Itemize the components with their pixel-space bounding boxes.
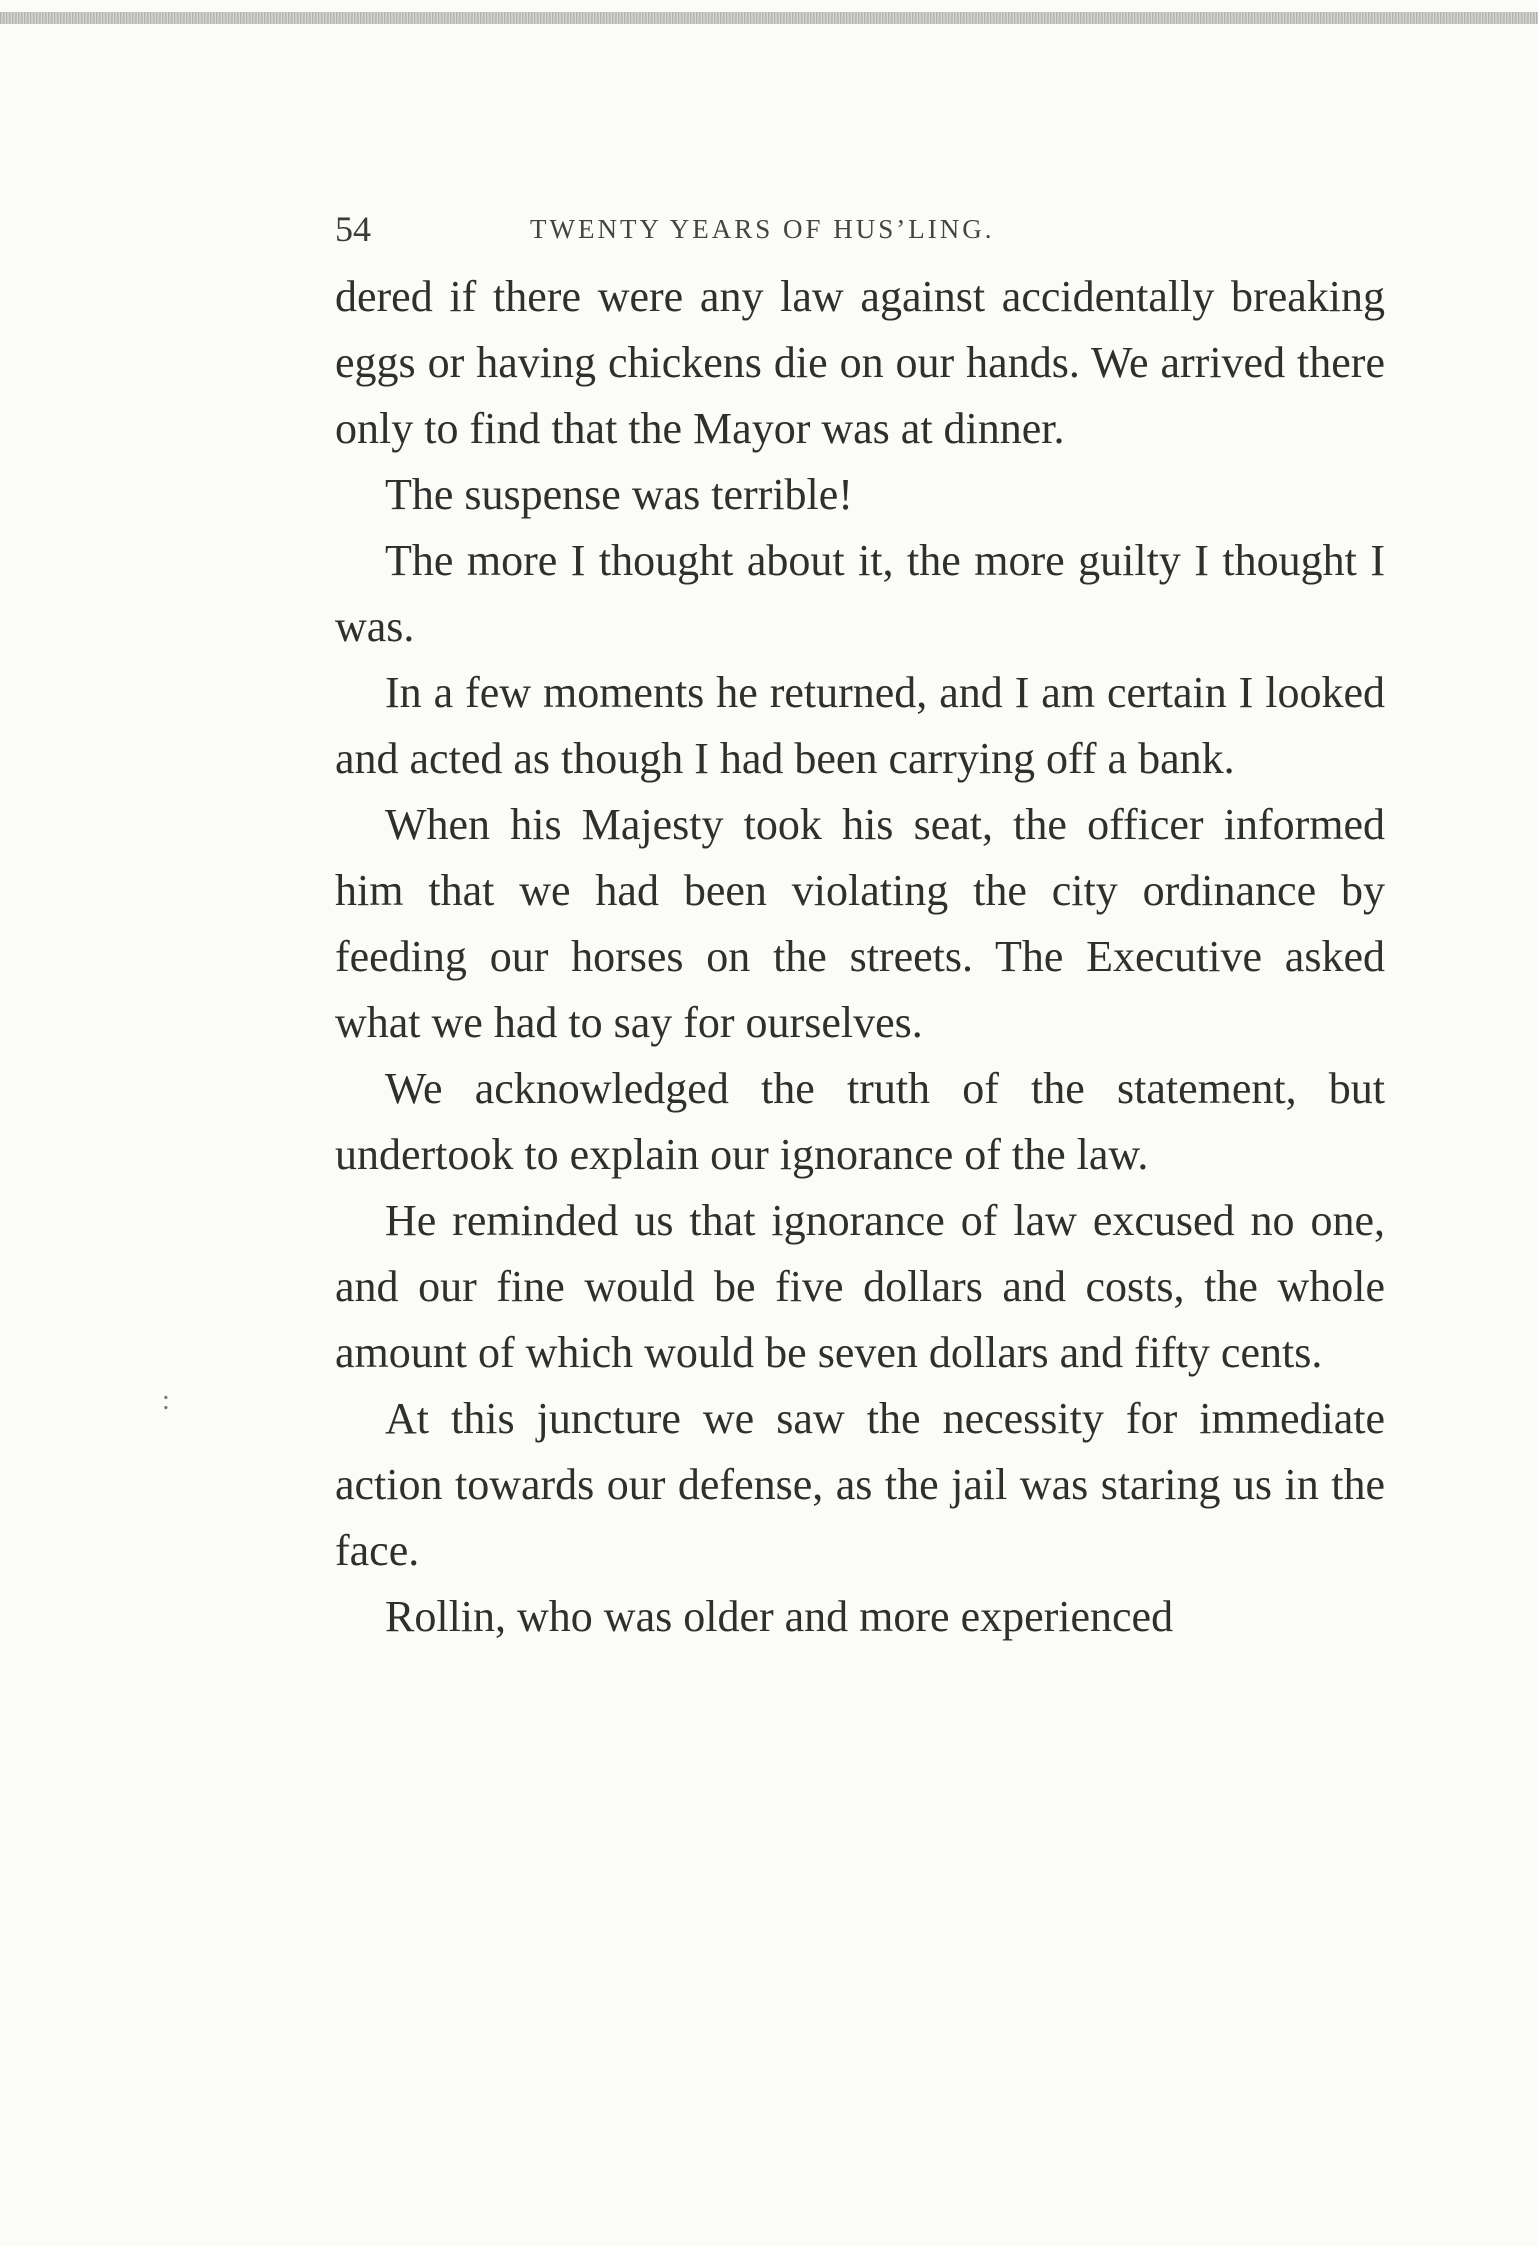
paragraph: He reminded us that ignorance of law excused no one, and our fine would be five dollars and costs, the whole amount of which would be seven dollars and fifty cents.	[335, 1196, 1385, 1377]
paragraph: We acknowledged the truth of the statement, but undertook to explain our ignorance of the law.	[335, 1064, 1385, 1179]
scan-top-border	[0, 12, 1538, 24]
body-text	[335, 264, 1385, 1650]
margin-speck: :	[162, 1385, 170, 1416]
paragraph: In a few moments he returned, and I am certain I looked and acted as though I had been carrying off a bank.	[335, 668, 1385, 783]
paragraph: The more I thought about it, the more guilty I thought I was.	[335, 536, 1385, 651]
paragraph: At this juncture we saw the necessity for immediate action towards our defense, as the jail was staring us in the face.	[335, 1394, 1385, 1575]
paragraph: Rollin, who was older and more experienced	[385, 1592, 1174, 1641]
page-number: 54	[335, 209, 371, 249]
paragraph: The suspense was terrible!	[385, 470, 853, 519]
running-title: TWENTY YEARS OF HUS’LING.	[530, 214, 995, 244]
paragraph: When his Majesty took his seat, the officer informed him that we had been violating the city ordinance by feeding our horses on the streets. The Executive asked what we had to say for ourselves.	[335, 800, 1385, 1047]
book-page	[335, 190, 1385, 1650]
paragraph: dered if there were any law against accidentally breaking eggs or having chickens die on our hands. We arrived there only to find that the Mayor was at dinner.	[335, 272, 1385, 453]
running-head	[335, 190, 1385, 254]
